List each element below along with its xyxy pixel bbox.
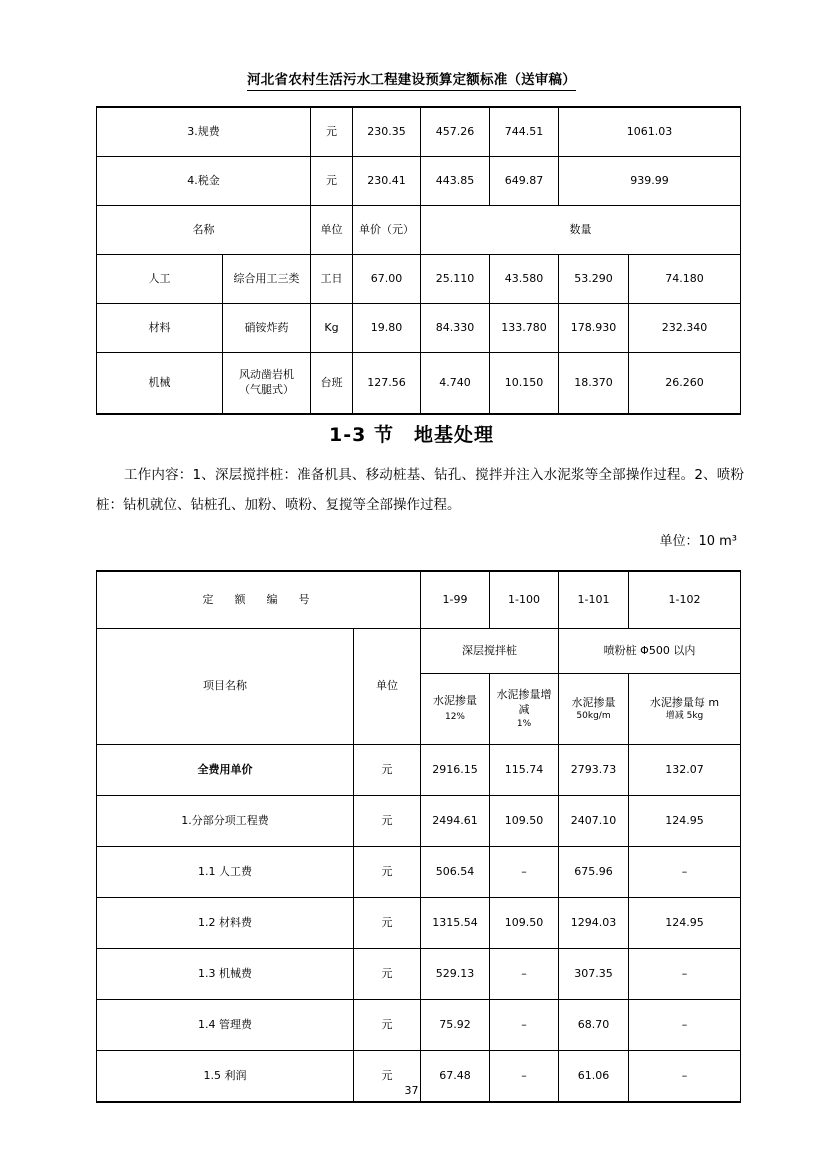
row-value: 115.74 bbox=[490, 745, 559, 796]
row-unit: 元 bbox=[354, 898, 421, 949]
table-row bbox=[97, 949, 741, 1000]
resource-unit-price: 19.80 bbox=[353, 304, 421, 353]
row-unit: 元 bbox=[354, 1000, 421, 1051]
sub-header-main: 水泥掺量 bbox=[433, 694, 477, 708]
row-unit: 元 bbox=[311, 157, 353, 206]
resource-qty: 18.370 bbox=[559, 353, 629, 415]
row-value: 2407.10 bbox=[559, 796, 629, 847]
row-value: 457.26 bbox=[421, 107, 490, 157]
row-value: 75.92 bbox=[421, 1000, 490, 1051]
row-value: 649.87 bbox=[490, 157, 559, 206]
row-value: 2916.15 bbox=[421, 745, 490, 796]
resource-unit-header: 单位 bbox=[311, 206, 353, 255]
document-title-text: 河北省农村生活污水工程建设预算定额标准（送审稿） bbox=[247, 72, 576, 91]
resource-header-row bbox=[97, 206, 741, 255]
sub-header bbox=[629, 674, 741, 745]
row-value: – bbox=[490, 949, 559, 1000]
resource-qty: 178.930 bbox=[559, 304, 629, 353]
row-value: – bbox=[629, 847, 741, 898]
row-value: – bbox=[629, 1000, 741, 1051]
quota-code: 1-101 bbox=[559, 571, 629, 629]
resource-qty: 232.340 bbox=[629, 304, 741, 353]
row-value: 230.35 bbox=[353, 107, 421, 157]
resource-quantity-header: 数量 bbox=[421, 206, 741, 255]
resource-qty: 43.580 bbox=[490, 255, 559, 304]
resource-unit: 台班 bbox=[311, 353, 353, 415]
row-label: 1.5 利润 bbox=[97, 1051, 354, 1103]
table-row bbox=[97, 745, 741, 796]
resource-qty: 4.740 bbox=[421, 353, 490, 415]
table-row bbox=[97, 353, 741, 415]
sub-header-small: 50kg/m bbox=[576, 711, 611, 722]
table-row bbox=[97, 107, 741, 157]
row-label: 1.2 材料费 bbox=[97, 898, 354, 949]
row-value: 506.54 bbox=[421, 847, 490, 898]
sub-header-small: 1% bbox=[516, 718, 532, 729]
sub-header bbox=[421, 674, 490, 745]
quota-cost-table bbox=[96, 570, 741, 1103]
item-name-header: 项目名称 bbox=[97, 629, 354, 745]
row-value: 124.95 bbox=[629, 796, 741, 847]
row-unit: 元 bbox=[354, 949, 421, 1000]
sub-header bbox=[559, 674, 629, 745]
row-value: 109.50 bbox=[490, 796, 559, 847]
row-value: 1061.03 bbox=[559, 107, 741, 157]
row-value: 230.41 bbox=[353, 157, 421, 206]
resource-name bbox=[223, 353, 311, 415]
resource-qty: 10.150 bbox=[490, 353, 559, 415]
resource-name-line1: 风动凿岩机 bbox=[239, 368, 294, 382]
row-value: 443.85 bbox=[421, 157, 490, 206]
quota-code: 1-100 bbox=[490, 571, 559, 629]
resource-name: 综合用工三类 bbox=[223, 255, 311, 304]
row-label: 4.税金 bbox=[97, 157, 311, 206]
table-row bbox=[97, 898, 741, 949]
row-label: 1.1 人工费 bbox=[97, 847, 354, 898]
row-value: 61.06 bbox=[559, 1051, 629, 1103]
row-value: 132.07 bbox=[629, 745, 741, 796]
quota-code-header: 定 额 编 号 bbox=[97, 571, 421, 629]
section-heading: 1-3 节 地基处理 bbox=[329, 424, 494, 446]
sub-header-main: 水泥掺量增减 bbox=[496, 688, 552, 716]
table-row bbox=[97, 847, 741, 898]
resource-category: 材料 bbox=[97, 304, 223, 353]
row-value: 2793.73 bbox=[559, 745, 629, 796]
row-unit: 元 bbox=[354, 847, 421, 898]
resource-category: 机械 bbox=[97, 353, 223, 415]
row-value: – bbox=[629, 949, 741, 1000]
work-content-paragraph: 工作内容：1、深层搅拌桩：准备机具、移动桩基、钻孔、搅拌并注入水泥浆等全部操作过程。2、喷粉桩：钻机就位、钻桩孔、加粉、喷粉、复搅等全部操作过程。 bbox=[96, 467, 744, 513]
resource-unit-price-header: 单价（元） bbox=[353, 206, 421, 255]
row-value: – bbox=[490, 847, 559, 898]
resource-qty: 133.780 bbox=[490, 304, 559, 353]
quota-code: 1-102 bbox=[629, 571, 741, 629]
unit-header: 单位 bbox=[354, 629, 421, 745]
row-value: 67.48 bbox=[421, 1051, 490, 1103]
row-value: – bbox=[629, 1051, 741, 1103]
row-label: 1.分部分项工程费 bbox=[97, 796, 354, 847]
resource-unit-price: 67.00 bbox=[353, 255, 421, 304]
table-row bbox=[97, 796, 741, 847]
sub-header-main: 水泥掺量每 m bbox=[649, 695, 720, 709]
resource-qty: 84.330 bbox=[421, 304, 490, 353]
sub-header bbox=[490, 674, 559, 745]
resource-name-header: 名称 bbox=[97, 206, 311, 255]
row-value: 529.13 bbox=[421, 949, 490, 1000]
group-header: 喷粉桩 Φ500 以内 bbox=[559, 629, 741, 674]
row-value: – bbox=[490, 1051, 559, 1103]
row-unit: 元 bbox=[354, 745, 421, 796]
row-label: 全费用单价 bbox=[97, 745, 354, 796]
table-row bbox=[97, 255, 741, 304]
quota-code: 1-99 bbox=[421, 571, 490, 629]
row-value: 68.70 bbox=[559, 1000, 629, 1051]
row-unit: 元 bbox=[311, 107, 353, 157]
row-label: 1.4 管理费 bbox=[97, 1000, 354, 1051]
table-row bbox=[97, 304, 741, 353]
resource-name: 硝铵炸药 bbox=[223, 304, 311, 353]
row-unit: 元 bbox=[354, 1051, 421, 1103]
row-value: 1315.54 bbox=[421, 898, 490, 949]
row-value: 2494.61 bbox=[421, 796, 490, 847]
row-value: 307.35 bbox=[559, 949, 629, 1000]
row-value: 109.50 bbox=[490, 898, 559, 949]
document-title bbox=[0, 68, 823, 88]
row-value: 939.99 bbox=[559, 157, 741, 206]
sub-header-small: 12% bbox=[444, 712, 465, 722]
resource-unit-price: 127.56 bbox=[353, 353, 421, 415]
row-value: 1294.03 bbox=[559, 898, 629, 949]
sub-header-main: 水泥掺量 bbox=[571, 695, 616, 709]
resource-category: 人工 bbox=[97, 255, 223, 304]
group-header-row bbox=[97, 629, 741, 674]
row-value: 744.51 bbox=[490, 107, 559, 157]
row-value: – bbox=[490, 1000, 559, 1051]
resource-qty: 26.260 bbox=[629, 353, 741, 415]
group-header: 深层搅拌桩 bbox=[421, 629, 559, 674]
row-value: 675.96 bbox=[559, 847, 629, 898]
continuation-cost-table bbox=[96, 106, 741, 415]
resource-qty: 25.110 bbox=[421, 255, 490, 304]
resource-qty: 53.290 bbox=[559, 255, 629, 304]
page-number: 37 bbox=[404, 1084, 419, 1097]
resource-unit: 工日 bbox=[311, 255, 353, 304]
table-row bbox=[97, 1000, 741, 1051]
resource-name-line2: （气腿式） bbox=[239, 383, 294, 396]
row-value: 124.95 bbox=[629, 898, 741, 949]
resource-qty: 74.180 bbox=[629, 255, 741, 304]
sub-header-small: 增减 5kg bbox=[665, 711, 704, 722]
row-label: 3.规费 bbox=[97, 107, 311, 157]
resource-unit: Kg bbox=[311, 304, 353, 353]
unit-note: 单位：10 m³ bbox=[659, 534, 737, 549]
quota-code-row bbox=[97, 571, 741, 629]
table-row bbox=[97, 157, 741, 206]
row-label: 1.3 机械费 bbox=[97, 949, 354, 1000]
row-unit: 元 bbox=[354, 796, 421, 847]
